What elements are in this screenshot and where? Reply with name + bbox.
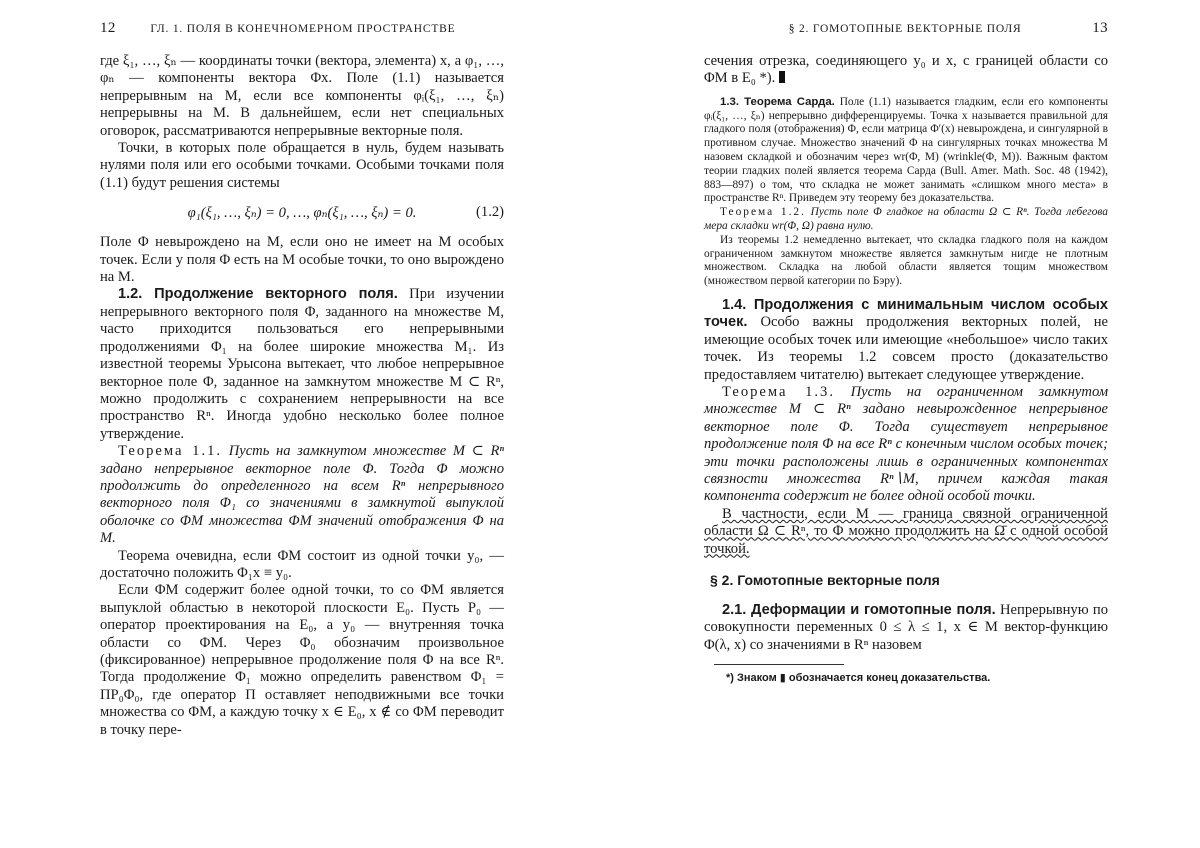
theorem-1-2-text: Пусть поле Φ гладкое на области Ω ⊂ Rⁿ. Тогда лебегова мера складки wr(Φ, Ω) равна нулю. — [704, 206, 1108, 232]
equation-1-2-number: (1.2) — [476, 204, 504, 221]
section-1-2 — [100, 286, 504, 443]
footnote: *) Знаком ▮ обозначается конец доказательства. — [726, 671, 1108, 684]
right-running-head — [704, 20, 1108, 37]
equation-1-2-body: φ₁(ξ₁, …, ξₙ) = 0, …, φₙ(ξ₁, …, ξₙ) = 0. — [188, 204, 417, 222]
footnote-rule — [714, 664, 844, 665]
right-paragraph-1 — [704, 53, 1108, 88]
theorem-1-1 — [100, 443, 504, 547]
paragraph-after-theorem-1-2: Из теоремы 1.2 немедленно вытекает, что складка гладкого поля на каждом ограниченном замкнутом множестве является замкнутым нигде не плотным множеством. Складка на любой области является тощим множеством (множеством первой категории по Бэру). — [704, 234, 1108, 289]
section-2-1-heading: 2.1. Деформации и гомотопные поля. — [722, 602, 996, 618]
left-page-number: 12 — [100, 20, 116, 37]
section-2-1 — [704, 602, 1108, 654]
right-page — [600, 0, 1200, 848]
section-1-3 — [704, 96, 1108, 206]
section-1-3-text: Поле (1.1) называется гладким, если его компоненты φᵢ(ξ₁, …, ξₙ) непрерывно дифференцируемы. Точка x называется правильной для гладкого поля (отображения) Φ, если матрица Φ′(x) невырождена, и сингулярной в противном случае. Множество значений Φ на сингулярных точках множества M назовем складкой и обозначим через wr(Φ, M) (wrinkle(Φ, M)). Важным фактом теории гладких полей является теорема Сарда (Bull. Amer. Math. Soc. 48 (1942), 883—897) о том, что складка не может занимать «слишком много места» в пространстве Rⁿ. Приведем эту теорему без доказательства. — [704, 96, 1108, 205]
chapter-2-heading: § 2. Гомотопные векторные поля — [710, 572, 1108, 588]
left-paragraph-2: Точки, в которых поле обращается в нуль, будем называть нулями поля или его особыми точками. Особыми точками поля (1.1) будут решения системы — [100, 140, 504, 192]
section-1-2-heading: 1.2. Продолжение векторного поля. — [118, 286, 398, 302]
left-paragraph-1: где ξ₁, …, ξₙ — координаты точки (вектора, элемента) x, а φ₁, …, φₙ — компоненты вектора Φx. Поле (1.1) называется непрерывным на M, если все компоненты φᵢ(ξ₁, …, ξₙ) непрерывны на M. В дальнейшем, если нет специальных оговорок, рассматриваются непрерывные векторные поля. — [100, 53, 504, 140]
end-of-proof-mark-icon — [779, 71, 785, 83]
left-running-title: ГЛ. 1. ПОЛЯ В КОНЕЧНОМЕРНОМ ПРОСТРАНСТВЕ — [150, 23, 455, 35]
theorem-1-1-text: Пусть на замкнутом множестве M ⊂ Rⁿ задано непрерывное векторное поле Φ. Тогда Φ можно продолжить до определенного на всем Rⁿ непрерывного векторного поля Φ₁ со значениями в замкнутой выпуклой оболочке co ΦM множества ΦM значений отображения Φ на M. — [100, 443, 504, 546]
theorem-1-1-label: Теорема 1.1. — [118, 443, 222, 459]
section-1-3-heading: 1.3. Теорема Сарда. — [720, 96, 835, 108]
left-paragraph-4: Теорема очевидна, если ΦM состоит из одной точки y₀, — достаточно положить Φ₁x ≡ y₀. — [100, 548, 504, 583]
theorem-1-3-text: Пусть на ограниченном замкнутом множестве M ⊂ Rⁿ задано невырожденное непрерывное векторное поле Φ. Тогда существует непрерывное продолжение поля Φ на все Rⁿ с конечным числом особых точек; эти точки расположены лишь в ограниченных компонентах связности множества Rⁿ∖M, причем каждая такая компонента содержит не более одной особой точки. — [704, 384, 1108, 504]
left-paragraph-5: Если ΦM содержит более одной точки, то co ΦM является выпуклой областью в некоторой плоскости E₀. Пусть P₀ — оператор проектирования на E₀, а y₀ — внутренняя точка области co ΦM. Через Φ₀ обозначим произвольное (фиксированное) непрерывное продолжение поля Φ на все Rⁿ. Тогда продолжение Φ₁ можно определить равенством Φ₁ = ΠP₀Φ₀, где оператор Π оставляет неподвижными все точки множества co ΦM, а каждую точку x ∈ E₀, x ∉ co ΦM переводит в точку пере- — [100, 582, 504, 739]
right-paragraph-particular — [704, 506, 1108, 558]
theorem-1-2-label: Теорема 1.2. — [720, 206, 806, 218]
equation-1-2 — [100, 204, 504, 222]
right-page-number: 13 — [1092, 20, 1108, 37]
theorem-1-3 — [704, 384, 1108, 506]
particular-case-text: В частности, если M — граница связной ограниченной области Ω ⊂ Rⁿ, то Φ можно продолжить на Ω̄ с одной особой точкой. — [704, 506, 1108, 557]
section-2-1-text: Непрерывную по совокупности переменных 0 ≤ λ ≤ 1, x ∈ M вектор-функцию Φ(λ, x) со значениями в Rⁿ назовем — [704, 602, 1108, 653]
section-1-4-heading: 1.4. Продолжения с минимальным числом особых точек. — [704, 297, 1108, 330]
left-page — [0, 0, 600, 848]
section-1-4 — [704, 297, 1108, 384]
section-1-2-text: При изучении непрерывного векторного поля Φ, заданного на множестве M, часто приходится пользоваться его непрерывными продолжениями Φ₁ на более широкие множества M₁. Из известной теоремы Урысона вытекает, что любое непрерывное векторное поле Φ, заданное на замкнутом множестве M ⊂ Rⁿ, можно продолжить с сохранением непрерывности на все пространство Rⁿ. Иногда удобно несколько более полное утверждение. — [100, 286, 504, 441]
left-paragraph-3: Поле Φ невырождено на M, если оно не имеет на M особых точек. Если у поля Φ есть на M особые точки, то оно вырождено на M. — [100, 234, 504, 286]
theorem-1-2 — [704, 206, 1108, 234]
right-paragraph-1-text: сечения отрезка, соединяющего y₀ и x, с границей области co ΦM в E₀ *). — [704, 53, 1108, 86]
section-1-4-text: Особо важны продолжения векторных полей, не имеющие особых точек или имеющие «небольшое» число таких точек. Из теоремы 1.2 совсем просто (доказательство предоставляем читателю) вытекает следующее утверждение. — [704, 314, 1108, 382]
left-running-head — [100, 20, 504, 37]
right-running-title: § 2. ГОМОТОПНЫЕ ВЕКТОРНЫЕ ПОЛЯ — [789, 23, 1022, 35]
small-print-block — [704, 96, 1108, 289]
theorem-1-3-label: Теорема 1.3. — [722, 384, 835, 400]
